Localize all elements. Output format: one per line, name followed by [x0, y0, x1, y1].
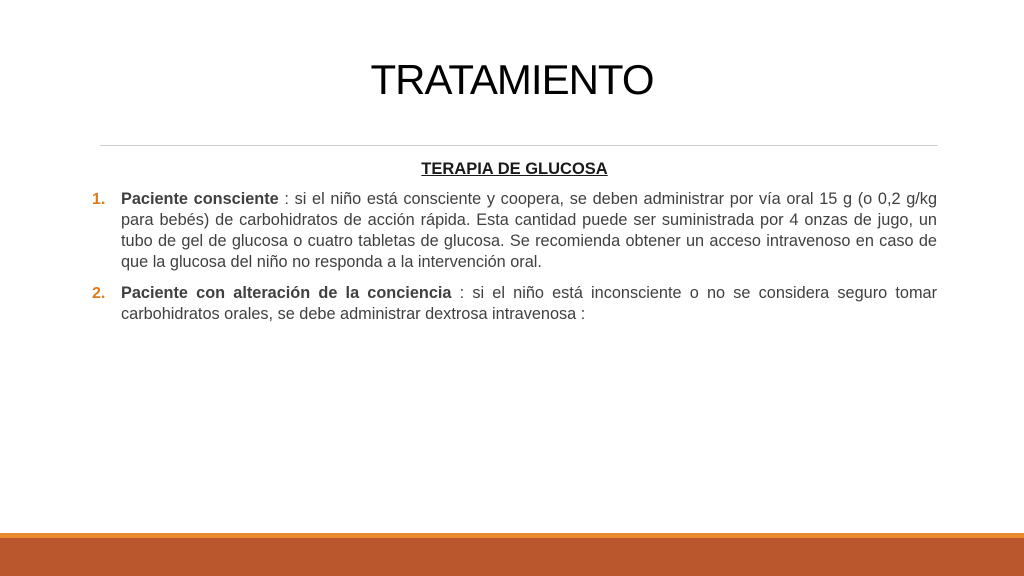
list-item-lead: Paciente con alteración de la conciencia [121, 284, 452, 302]
footer-band [0, 538, 1024, 576]
list-number: 1. [92, 191, 106, 208]
list-item-text [121, 189, 937, 273]
list-number: 2. [92, 285, 106, 302]
list-item-body: : si el niño está inconsciente o no se considera seguro tomar carbohidratos orales, se debe administrar dextrosa intravenosa : [121, 284, 937, 323]
list-item-text [121, 283, 937, 325]
list-item [92, 189, 937, 273]
title-divider [100, 145, 938, 146]
list-item-body: : si el niño está consciente y coopera, se deben administrar por vía oral 15 g (o 0,2 g/kg para bebés) de carbohidratos de acción rápida. Esta cantidad puede ser suministrada por 4 onzas de jugo, un tubo de gel de glucosa o cuatro tabletas de glucosa. Se recomienda obtener un acceso intravenoso en caso de que la glucosa del niño no responda a la intervención oral. [121, 190, 937, 271]
slide-title: TRATAMIENTO [370, 56, 654, 103]
list-item [92, 283, 937, 325]
slide-content [92, 157, 937, 335]
subheading: TERAPIA DE GLUCOSA [421, 160, 608, 178]
list-item-lead: Paciente consciente [121, 190, 279, 208]
